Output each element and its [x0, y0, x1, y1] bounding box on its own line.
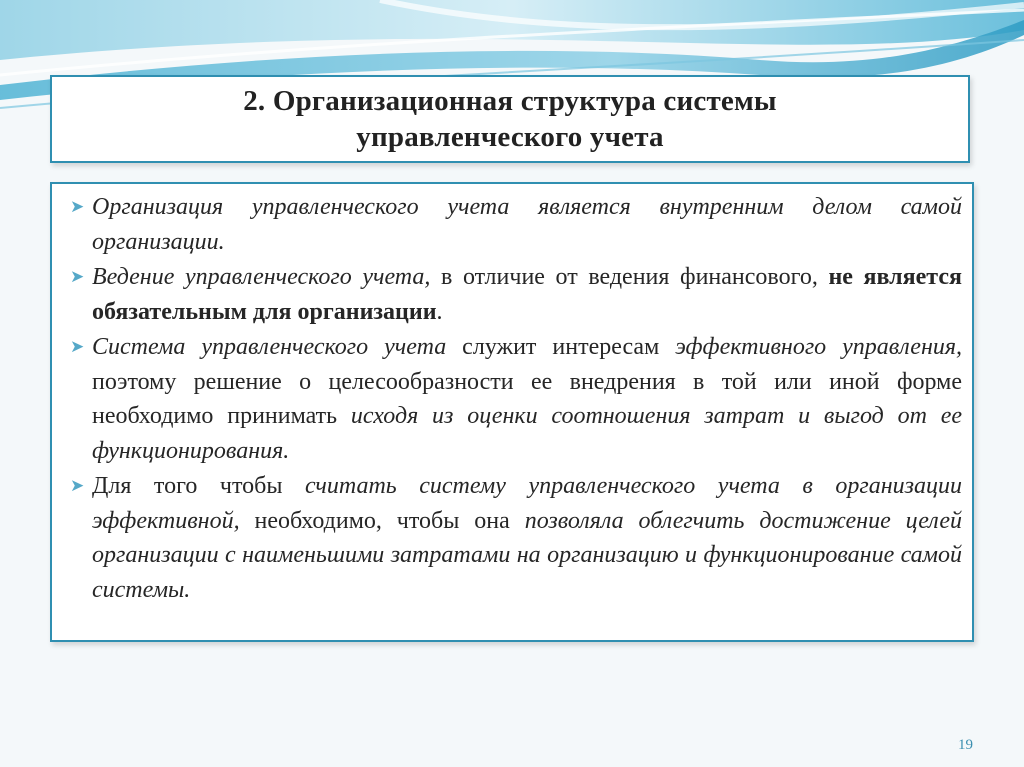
content-box — [50, 182, 974, 642]
arrow-bullet-icon: ➤ — [70, 197, 85, 217]
bullet-1-text: Организация управленческого учета является внутренним делом самой организации. — [92, 194, 962, 255]
slide-title-line-2: управленческого учета — [356, 121, 664, 153]
bullet-2-seg-1: Ведение управленческого учета, — [92, 264, 431, 290]
page-number: 19 — [958, 737, 973, 753]
bullet-item-1 — [68, 190, 962, 259]
bullet-3-seg-5: исходя из оценки соотношения затрат и выгод от ее функционирования. — [92, 403, 963, 464]
bullet-3-seg-1: Система управленческого учета — [92, 334, 447, 360]
arrow-bullet-icon: ➤ — [70, 476, 85, 496]
bullet-item-3 — [68, 330, 962, 468]
bullet-3-seg-3: эффективного управления, — [675, 334, 963, 360]
bullet-3-seg-4: поэтому решение о целесообразности ее внедрения в той или иной форме необходимо принимать — [92, 368, 962, 429]
bullet-2-seg-2: в отличие от ведения финансового, — [430, 264, 829, 290]
bullet-4-seg-4: позволяла облегчить достижение целей организации с наименьшими затратами на организацию и функционирование самой системы. — [92, 507, 962, 603]
bullet-4-seg-3: необходимо, чтобы она — [239, 507, 525, 534]
bullet-4-seg-1: Для того чтобы — [92, 473, 306, 499]
arrow-bullet-icon: ➤ — [70, 267, 85, 287]
slide-title-line-1: 2. Организационная структура системы — [243, 85, 777, 117]
bullet-item-4 — [68, 469, 962, 607]
bullet-2-seg-3: не является обязательным для организации — [92, 264, 962, 325]
bullet-2-seg-4: . — [436, 298, 443, 325]
bullet-3-seg-2: служит интересам — [446, 334, 676, 360]
arrow-bullet-icon: ➤ — [70, 337, 85, 357]
bullet-item-2 — [68, 260, 962, 329]
slide-title-box — [50, 75, 970, 163]
bullet-4-seg-2: считать систему управленческого учета в организации эффективной, — [92, 473, 962, 534]
